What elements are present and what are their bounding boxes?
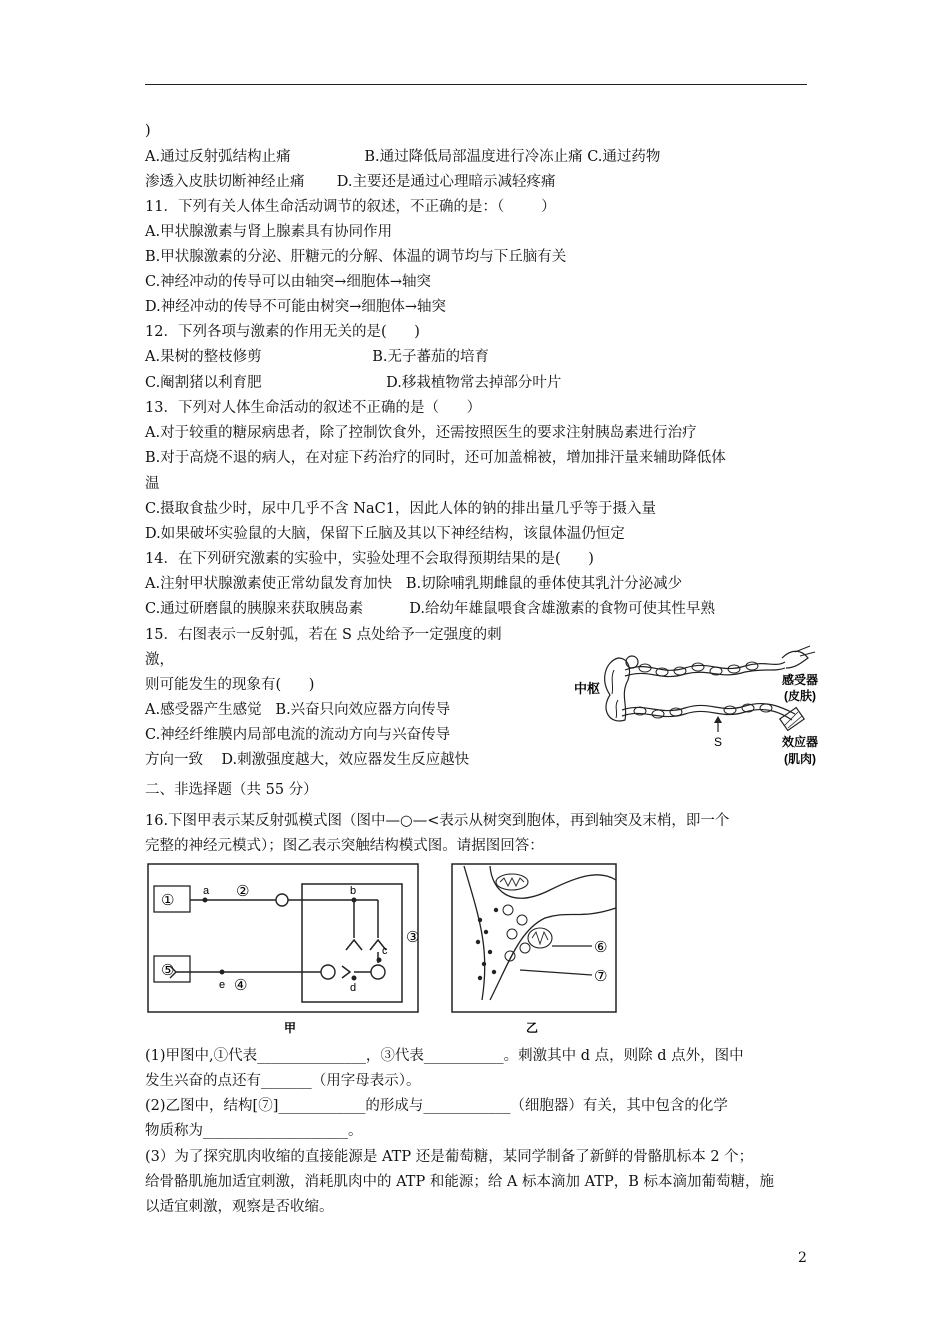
point-c: c bbox=[382, 945, 388, 957]
point-e: e bbox=[219, 979, 226, 991]
q13-option-b-line2: 温 bbox=[145, 476, 160, 492]
effector-icon bbox=[780, 708, 804, 731]
effector-sub-label: (肌肉) bbox=[784, 752, 816, 766]
label-1: ① bbox=[161, 892, 175, 909]
q13-option-c: C.摄取食盐少时，尿中几乎不含 NaC1，因此人体的钠的排出量几乎等于摄入量 bbox=[145, 501, 656, 517]
effector-label: 效应器 bbox=[782, 735, 819, 749]
label-6: ⑥ bbox=[594, 939, 608, 956]
q14-options-ab: A.注射甲状腺激素使正常幼鼠发育加快 B.切除哺乳期雌鼠的垂体使其乳汁分泌减少 bbox=[145, 576, 683, 592]
label-2: ② bbox=[236, 883, 250, 900]
s-label: S bbox=[714, 735, 723, 749]
label-4: ④ bbox=[234, 977, 248, 994]
point-d: d bbox=[350, 982, 357, 994]
q11-stem: 11．下列有关人体生命活动调节的叙述，不正确的是：（ ） bbox=[145, 199, 556, 215]
q11-option-c: C.神经冲动的传导可以由轴突→细胞体→轴突 bbox=[145, 274, 431, 290]
q15-stem-line1: 15．右图表示一反射弧，若在 S 点处给予一定强度的刺 bbox=[145, 627, 502, 643]
point-a: a bbox=[203, 885, 210, 897]
q13-option-a: A.对于较重的糖尿病患者，除了控制饮食外，还需按照医生的要求注射胰岛素进行治疗 bbox=[145, 425, 697, 441]
figure-yi bbox=[450, 860, 630, 1040]
q16-part1-line1: (1)甲图中,①代表_______________，③代表___________。刺激其中 d 点，则除 d 点外，图中 bbox=[145, 1048, 744, 1064]
receptor-sub-label: (皮肤) bbox=[784, 689, 816, 703]
q15-options-line3: 方向一致 D.刺激强度越大，效应器发生反应越快 bbox=[145, 752, 470, 768]
header-rule bbox=[145, 84, 807, 85]
q10-options-line1: A.通过反射弧结构止痛 B.通过降低局部温度进行冷冻止痛 C.通过药物 bbox=[145, 149, 661, 165]
q15-options-line2: C.神经纤维膜内局部电流的流动方向与兴奋传导 bbox=[145, 727, 451, 743]
caption-yi: 乙 bbox=[526, 1021, 539, 1035]
q13-option-b-line1: B.对于高烧不退的病人，在对症下药治疗的同时，还可加盖棉被，增加排汗量来辅助降低体 bbox=[145, 450, 726, 466]
q16-part2-line2: 物质称为____________________。 bbox=[145, 1123, 363, 1139]
q15-stem-line3: 则可能发生的现象有( ) bbox=[145, 677, 315, 693]
q12-options-ab: A.果树的整枝修剪 B.无子蕃茄的培育 bbox=[145, 349, 489, 365]
q13-stem: 13．下列对人体生命活动的叙述不正确的是（ ） bbox=[145, 400, 482, 416]
q11-option-d: D.神经冲动的传导不可能由树突→细胞体→轴突 bbox=[145, 299, 447, 315]
q10-options-line2: 渗透入皮肤切断神经止痛 D.主要还是通过心理暗示减轻疼痛 bbox=[145, 174, 556, 190]
ganglion-icon bbox=[626, 656, 638, 668]
reflex-arc-figure bbox=[570, 640, 830, 775]
q11-option-b: B.甲状腺激素的分泌、肝糖元的分解、体温的调节均与下丘脑有关 bbox=[145, 249, 567, 265]
q16-intro-line2: 完整的神经元模式）；图乙表示突触结构模式图。请据图回答： bbox=[145, 838, 544, 854]
q14-options-cd: C.通过研磨鼠的胰腺来获取胰岛素 D.给幼年雄鼠喂食含雄激素的食物可使其性早熟 bbox=[145, 601, 715, 617]
q15-stem-line2: 激， bbox=[145, 652, 174, 668]
q16-part3-line3: 以适宜刺激，观察是否收缩。 bbox=[145, 1199, 334, 1215]
q16-intro-line1: 16.下图甲表示某反射弧模式图（图中—○—<表示从树突到胞体，再到轴突及末梢，即一个 bbox=[145, 813, 730, 829]
q16-part3-line2: 给骨骼肌施加适宜刺激，消耗肌肉中的 ATP 和能源；给 A 标本滴加 ATP，B 标本滴加葡萄糖，施 bbox=[145, 1174, 774, 1190]
q16-part3-line1: (3）为了探究肌肉收缩的直接能源是 ATP 还是葡萄糖，某同学制备了新鲜的骨骼肌标本 2 个； bbox=[145, 1149, 754, 1165]
q13-option-d: D.如果破坏实验鼠的大脑，保留下丘脑及其以下神经结构，该鼠体温仍恒定 bbox=[145, 526, 625, 542]
label-5: ⑤ bbox=[161, 962, 175, 979]
page-number: 2 bbox=[798, 1250, 807, 1266]
q10-bracket: ) bbox=[145, 123, 151, 139]
q12-options-cd: C.阉割猪以利育肥 D.移栽植物常去掉部分叶片 bbox=[145, 375, 562, 391]
center-outline bbox=[605, 658, 630, 721]
q15-options-line1: A.感受器产生感觉 B.兴奋只向效应器方向传导 bbox=[145, 702, 451, 718]
figure-jia bbox=[142, 860, 442, 1040]
mitochondrion-icon bbox=[496, 874, 528, 890]
receptor-icon bbox=[782, 651, 808, 668]
receptor-label: 感受器 bbox=[782, 673, 819, 687]
q16-part2-line1: (2)乙图中，结构[⑦]____________的形成与____________（细胞器）有关，其中包含的化学 bbox=[145, 1098, 728, 1114]
point-b: b bbox=[350, 885, 357, 897]
caption-jia: 甲 bbox=[284, 1021, 297, 1035]
label-3: ③ bbox=[406, 929, 420, 946]
q11-option-a: A.甲状腺激素与肾上腺素具有协同作用 bbox=[145, 224, 393, 240]
q16-part1-line2: 发生兴奋的点还有_______（用字母表示）。 bbox=[145, 1073, 421, 1089]
q12-stem: 12．下列各项与激素的作用无关的是( ) bbox=[145, 324, 420, 340]
section-title: 二、非选择题（共 55 分） bbox=[145, 782, 318, 798]
center-label: 中枢 bbox=[574, 681, 601, 696]
label-7: ⑦ bbox=[594, 968, 608, 985]
q14-stem: 14．在下列研究激素的实验中，实验处理不会取得预期结果的是( ) bbox=[145, 551, 594, 567]
